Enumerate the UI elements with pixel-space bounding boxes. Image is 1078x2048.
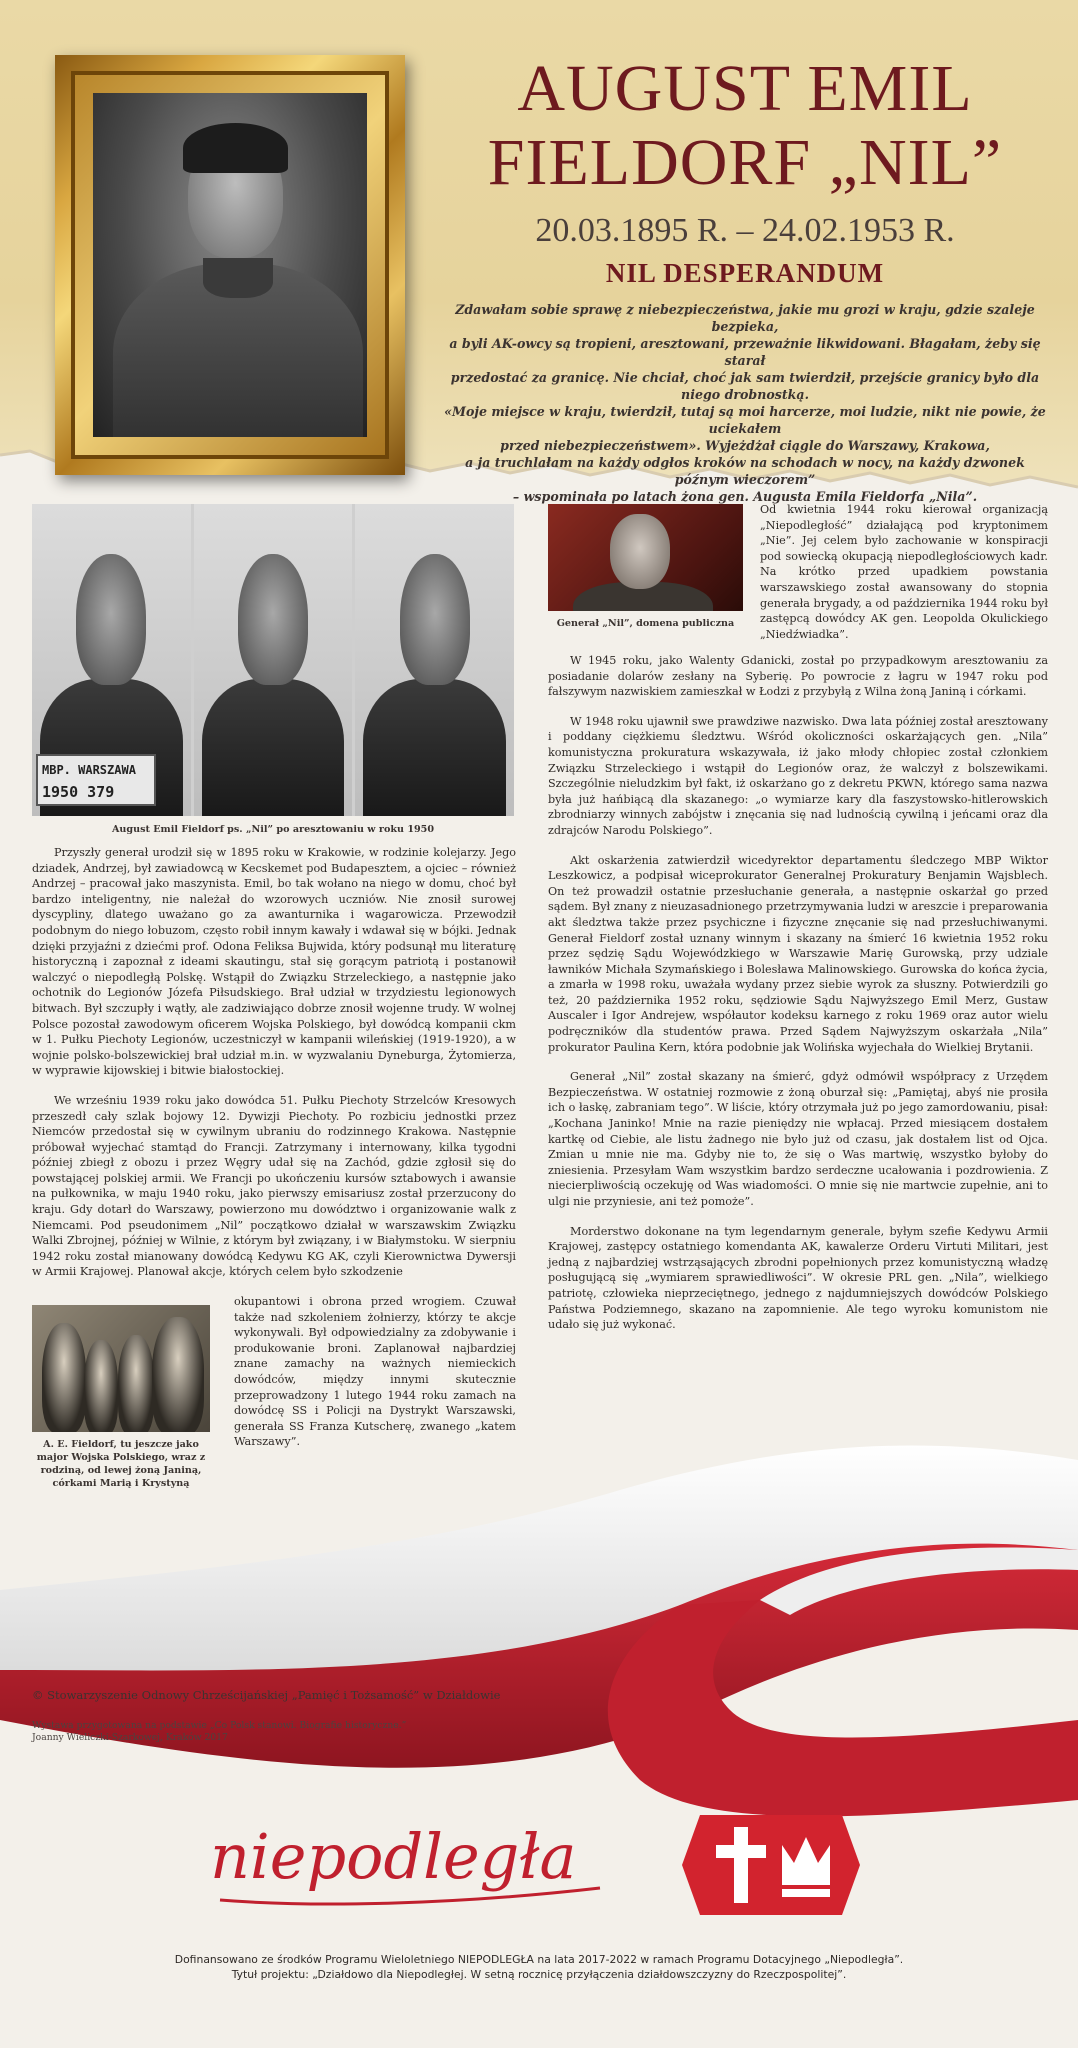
motto: NIL DESPERANDUM xyxy=(605,258,885,288)
paragraph: Akt oskarżenia zatwierdził wicedyrektor departamentu śledczego MBP Wiktor Leszkowicz, a podpisał wiceprokurator Generalnej Prokuratury Benjamin Wajsblech. On też prowadził ostatnie przesłuchanie generała, a następnie oskarżał go przed sądem. Był znany z nieuzasadnionego przetrzymywania ludzi w areszcie i preparowania akt śledztwa także przez psychiczne i fizyczne znęcanie się nad przesłuchiwanymi. Generał Fieldorf został uznany winnym i skazany na śmierć 16 kwietnia 1952 roku przez sędzię Sądu Wojewódzkiego w Warszawie Marię Gurowską, przy udziale ławników Michała Szymańskiego i Bolesława Malinowskiego. Gurowska do końca życia, a zmarła w 1998 roku, uważała wydany przez siebie wyrok za słuszny. Potwierdzili go też, 20 października 1952 roku, sędziowie Sądu Najwyższego Emil Merz, Gustaw Auscaler i Igor Andrejew, współautor kodeksu karnego z roku 1969 oraz autor wielu podręczników dla studentów prawa. Przed Sądem Najwyższym oskarżała „Nila” prokurator Paulina Kern, która podobnie jak Wolińska wyjechała do Wielkiej Brytanii. xyxy=(548,853,1048,1054)
paragraph: Przyszły generał urodził się w 1895 roku w Krakowie, w rodzinie kolejarzy. Jego dziadek, Andrzej, był zawiadowcą w Kecskemet pod Budapesztem, a ojciec – również Andrzej – pracował jako maszynista. Emil, bo tak wołano na niego w domu, choć był bardzo inteligentny, nie należał do wzorowych uczniów. Nie znosił surowej dyscypliny, dlatego uważano go za awanturnika i wagarowicza. Przewodził podobnym do niego łobuzom, często robił innym kawały i wdawał się w bójki. Jednak dzięki przyjaźni z dziećmi prof. Odona Feliksa Bujwida, który podsunął mu literaturę historyczną i zapoznał z ideami skautingu, stał się gorącym patriotą i postanowił walczyć o niepodległą Polskę. Wstąpił do Związku Strzeleckiego, a następnie jako ochotnik do Legionów Józefa Piłsudskiego. Brał udział w trzydziestu legionowych bitwach. Był szczupły i wątły, ale zadziwiająco dobrze znosił wojenne trudy. W wolnej Polsce pozostał zawodowym oficerem Wojska Polskiego, był dowódcą kompanii ckm w 1. Pułku Piechoty Legionów, uczestniczył w kampanii wileńskiej (1919-1920), a w wojnie polsko-bolszewickiej brał udział m.in. w wyzwalaniu Dyneburga, Żytomierza, w wyprawie kijowskiej i bitwie białostockiej. xyxy=(32,846,516,1078)
page-title xyxy=(450,52,1040,200)
mugshot-caption: August Emil Fieldorf ps. „Nil” po aresztowaniu w roku 1950 xyxy=(111,824,435,835)
quote-line: a ja truchlałam na każdy odgłos kroków na schodach w nocy, na każdy dzwonek późnym wieczorem” xyxy=(465,455,1025,487)
life-dates: 20.03.1895 R. – 24.02.1953 R. xyxy=(535,212,955,249)
funding-notice xyxy=(60,1952,1018,1982)
family-caption: A. E. Fieldorf, tu jeszcze jako major Wojska Polskiego, wraz z rodziną, od lewej żoną Janiną, córkami Marią i Krystyną xyxy=(36,1439,206,1489)
credit-text xyxy=(32,1720,492,1744)
portrait-photo xyxy=(93,93,367,437)
paragraph: Generał „Nil” został skazany na śmierć, gdyż odmówił współpracy z Urzędem Bezpieczeństwa. W ostatniej rozmowie z żoną oburzał się: „Pamiętaj, abyś nie prosiła ich o łaskę, zabraniam tego”. W liście, który otrzymała już po jego zamordowaniu, pisał: „Kochana Janinko! Mnie na razie pieniędzy nie wpłacaj. Przed miesiącem dostałem kartkę od Ciebie, ale listu żadnego nie było już od czasu, jak dostałem list od Ojca. Zmian u mnie nie ma. Gdyby nie to, że się o Was martwię, wszystko byłoby do zniesienia. Przesyłam Wam wszystkim bardzo serdeczne ucałowania i pozdrowienia. Z niecierpliwością oczekuję od Was wiadomości. O mnie się nie martwcie zupełnie, ani to ulgi nie przyniesie, ani też pomoże”. xyxy=(548,1070,1048,1208)
title-line-2: FIELDORF „NIL” xyxy=(487,126,1003,199)
paragraph: W 1948 roku ujawnił swe prawdziwe nazwisko. Dwa lata później został aresztowany i poddany ciężkiemu śledztwu. Wśród okoliczności oskarżających gen. „Nila” komunistyczna prokuratura wskazywała, iż jako młody chłopiec został członkiem Związku Strzeleckiego i wstąpił do Legionów oraz, że walczył z bolszewikami. Szczególnie nieludzkim był fakt, iż oskarżano go z dekretu PKWN, którego sama nazwa była już hańbiącą dla skazanego: „o wymiarze kary dla faszystowsko-hitlerowskich zbrodniarzy winnych zabójstw i znęcania się nad ludnością cywilną i jeńcami oraz dla zdrajców Narodu Polskiego”. xyxy=(548,714,1048,837)
paragraph: Od kwietnia 1944 roku kierował organizacją „Niepodległość” działającą pod kryptonimem „Nie”. Jej celem było zachowanie w konspiracji pod sowiecką okupacją niepodległościowych kadr. Na krótko przed upadkiem powstania warszawskiego został awansowany do stopnia generała brygady, a od października 1944 roku był zastępcą dowódcy AK gen. Leopolda Okulickiego „Niedźwiadka”. xyxy=(760,503,1048,641)
niepodlegla-logo xyxy=(200,1808,620,1918)
quote-line: przed niebezpieczeństwem». Wyjeżdżał ciągle do Warszawy, Krakowa, xyxy=(500,438,990,453)
header-quote xyxy=(440,301,1050,505)
paragraph: We wrześniu 1939 roku jako dowódca 51. Pułku Piechoty Strzelców Kresowych przeszedł cały szlak bojowy 12. Dywizji Piechoty. Po rozbiciu jednostki przez Niemców przedostał się w cywilnym ubraniu do rodzinnego Krakowa. Następnie próbował wyjechać stamtąd do Francji. Zatrzymany i internowany, kilka tygodni później zbiegł z obozu i przez Węgry udał się na Zachód, gdzie zgłosił się do powstającej polskiej armii. We Francji po ukończeniu kursów sztabowych i awansie na pułkownika, w maju 1940 roku, jako pierwszy emisariusz został przerzucony do kraju. Gdy dotarł do Warszawy, powierzono mu dowództwo i organizowanie walk z Niemcami. Pod pseudonimem „Nil” początkowo działał w warszawskim Związku Walki Zbrojnej, później w Wilnie, z którym był związany, i w Białymstoku. W sierpniu 1942 roku został mianowany dowódcą Kedywu KG AK, czyli Kierownictwa Dywersji w Armii Krajowej. Planował akcje, których celem było szkodzenie xyxy=(32,1093,516,1279)
right-column xyxy=(548,653,1048,1347)
mugshot-photo xyxy=(32,504,514,816)
plate-line-1: MBP. WARSZAWA xyxy=(42,763,136,777)
general-caption: Generał „Nil”, domena publiczna xyxy=(556,618,735,629)
mugshot-plate xyxy=(36,754,156,806)
quote-line: – wspominała po latach żona gen. Augusta Emila Fieldorfa „Nila”. xyxy=(512,489,978,504)
quote-line: Zdawałam sobie sprawę z niebezpieczeństwa, jakie mu grozi w kraju, gdzie szaleje bezpieka, xyxy=(455,302,1035,334)
credit-line-1: Wystawa przygotowana na podstawie „Co Polsk stanowi. Biografie historyczne.” xyxy=(32,1720,407,1731)
quote-line: a byli AK-owcy są tropieni, aresztowani, przeważnie likwidowani. Błagałam, żeby się starał xyxy=(449,336,1041,368)
logo-text: niepodległa xyxy=(210,1820,577,1893)
paragraph: okupantowi i obrona przed wrogiem. Czuwał także nad szkoleniem żołnierzy, którzy te akcje wykonywali. Był odpowiedzialny za zdobywanie i produkowanie broni. Zaplanował najbardziej znane zamachy na ważnych niemieckich dowódców, między innymi skutecznie przeprowadzony 1 lutego 1944 roku zamach na dowódcę SS i Policji na Dystrykt Warszawski, generała SS Franza Kutscherę, zwanego „katem Warszawy”. xyxy=(234,1295,516,1449)
credit-line-2: Joanny Wieliczki-Szarkowej, Kraków 2017 xyxy=(32,1732,228,1743)
left-column xyxy=(32,845,516,1280)
portrait-frame xyxy=(55,55,405,475)
copyright-text: © Stowarzyszenie Odnowy Chrześcijańskiej „Pamięć i Tożsamość” w Działdowie xyxy=(32,1688,501,1702)
quote-line: przedostać za granicę. Nie chciał, choć jak sam twierdził, przejście granicy było dla niego drobnostką. xyxy=(450,370,1040,402)
general-photo xyxy=(548,504,743,611)
cross-crown-emblem xyxy=(682,1815,860,1915)
funding-line-1: Dofinansowano ze środków Programu Wieloletniego NIEPODLEGŁA na lata 2017-2022 w ramach Programu Dotacyjnego „Niepodległa”. xyxy=(174,1953,904,1966)
plate-line-2: 1950 379 xyxy=(42,783,115,801)
paragraph: W 1945 roku, jako Walenty Gdanicki, został po przypadkowym aresztowaniu za posiadanie dolarów zesłany na Syberię. Po powrocie z łagru w 1947 roku pod fałszywym nazwiskiem zamieszkał w Łodzi z przybyłą z Wilna żoną Janiną i córkami. xyxy=(548,654,1048,699)
title-line-1: AUGUST EMIL xyxy=(517,52,973,125)
family-photo xyxy=(32,1305,210,1432)
paragraph: Morderstwo dokonane na tym legendarnym generale, byłym szefie Kedywu Armii Krajowej, zastępcy ostatniego komendanta AK, kawalerze Orderu Virtuti Militari, jest jedną z najbardziej wstrząsających zbrodni popełnionych przez komunistyczną władzę posługującą się „wymiarem sprawiedliwości”. W okresie PRL gen. „Nila”, wielkiego patriotę, człowieka nieprzeciętnego, jednego z najdumniejszych dowódców Polskiego Państwa Podziemnego, skazano na zapomnienie. Ale tego wyroku komunistom nie udało się już wykonać. xyxy=(548,1224,1048,1332)
flag-ribbon xyxy=(0,1420,1078,1840)
right-column-intro xyxy=(760,502,1048,656)
funding-line-2: Tytuł projektu: „Działdowo dla Niepodległej. W setną rocznicę przyłączenia działdowszczyzny do Rzeczpospolitej”. xyxy=(231,1968,847,1981)
quote-line: «Moje miejsce w kraju, twierdził, tutaj są moi harcerze, moi ludzie, nikt nie powie, że uciekałem xyxy=(444,404,1046,436)
